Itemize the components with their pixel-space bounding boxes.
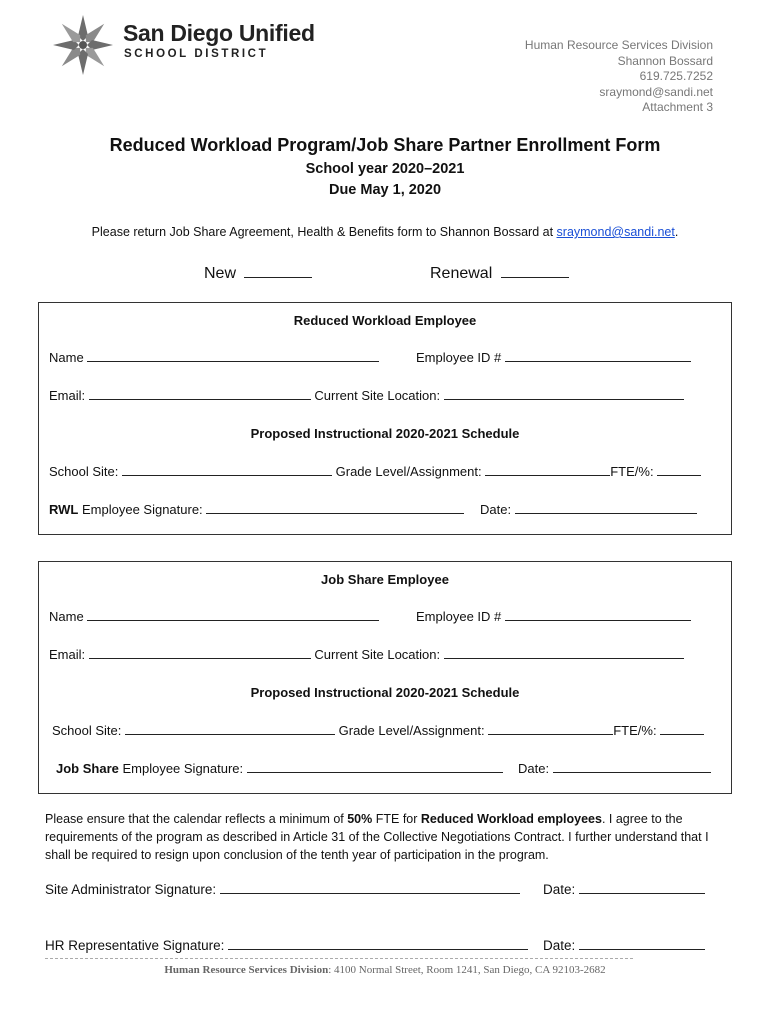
form-title: Reduced Workload Program/Job Share Partner Enrollment Form [109,135,661,155]
employee-id-label: Employee ID # [416,350,502,365]
agreement-text-1: Please ensure that the calendar reflects a minimum of [45,812,348,826]
email-label: Email: [49,647,86,662]
instructions [0,225,770,239]
site-admin-date-label: Date: [543,882,576,897]
schedule-heading: Proposed Instructional 2020-2021 Schedule [250,426,520,441]
name-field[interactable] [87,350,379,362]
contact-division: Human Resource Services Division [524,38,713,52]
instructions-end: . [674,225,679,239]
hr-signature-field[interactable] [228,937,528,950]
name-field[interactable] [87,609,379,621]
section-heading: Job Share Employee [321,572,449,587]
email-label: Email: [49,388,86,403]
site-location-label: Current Site Location: [314,647,441,662]
site-location-label: Current Site Location: [314,388,441,403]
name-row [49,350,379,365]
employee-id-label: Employee ID # [416,609,502,624]
hr-date-row [543,937,705,953]
agreement-bold-2: Reduced Workload employees [420,812,602,826]
employee-id-field[interactable] [505,609,691,621]
signature-bold-label: RWL [49,502,79,517]
renewal-label: Renewal [430,265,493,282]
email-field[interactable] [89,647,311,659]
site-location-field[interactable] [444,647,684,659]
employee-id-row [416,609,691,624]
contact-block [525,38,713,116]
reduced-workload-section [38,302,732,535]
grade-label: Grade Level/Assignment: [335,464,482,479]
school-site-row [49,464,701,479]
fte-label: FTE/%: [613,723,657,738]
hr-signature-row [45,937,528,953]
site-admin-date-row [543,881,705,897]
grade-label: Grade Level/Assignment: [338,723,485,738]
school-site-label: School Site: [52,723,122,738]
name-row [49,609,379,624]
footer-divider [45,958,633,959]
schedule-heading: Proposed Instructional 2020-2021 Schedule [250,685,520,700]
job-share-section [38,561,732,794]
renewal-blank[interactable] [501,266,569,278]
signature-row [49,502,464,517]
hr-date-label: Date: [543,938,576,953]
new-label: New [204,265,237,282]
email-row [49,647,684,662]
school-site-row [52,723,704,738]
footer [0,964,770,976]
site-admin-signature-field[interactable] [220,881,520,894]
due-date: Due May 1, 2020 [328,182,442,198]
section-heading: Reduced Workload Employee [293,313,477,328]
hr-date-field[interactable] [579,937,705,950]
hr-label: HR Representative Signature: [45,938,225,953]
signature-field[interactable] [247,761,503,773]
date-row [518,761,711,776]
brand-name: San Diego Unified [123,20,315,46]
school-site-field[interactable] [122,464,332,476]
site-admin-signature-row [45,881,520,897]
brand-subtitle: SCHOOL DISTRICT [124,48,269,60]
site-admin-label: Site Administrator Signature: [45,882,217,897]
grade-field[interactable] [485,464,610,476]
agreement-paragraph [45,810,735,864]
district-logo-icon [52,14,114,76]
date-label: Date: [518,761,550,776]
contact-name: Shannon Bossard [617,53,713,68]
new-option[interactable] [204,265,312,283]
email-field[interactable] [89,388,311,400]
renewal-option[interactable] [430,265,569,283]
signature-row [56,761,503,776]
site-location-field[interactable] [444,388,684,400]
new-blank[interactable] [244,266,312,278]
date-field[interactable] [515,502,697,514]
school-site-label: School Site: [49,464,119,479]
email-row [49,388,684,403]
grade-field[interactable] [488,723,613,735]
agreement-text-2: FTE for [372,812,421,826]
contact-email: sraymond@sandi.net [599,84,713,99]
name-label: Name [49,609,84,624]
school-site-field[interactable] [125,723,335,735]
date-row [480,502,697,517]
site-admin-date-field[interactable] [579,881,705,894]
date-field[interactable] [553,761,711,773]
date-label: Date: [480,502,512,517]
signature-label: Employee Signature: [118,761,244,776]
signature-field[interactable] [206,502,464,514]
instructions-email-link[interactable]: sraymond@sandi.net [556,225,675,239]
instructions-text: Please return Job Share Agreement, Health & Benefits form to Shannon Bossard at [91,225,557,239]
signature-bold-label: Job Share [56,761,119,776]
name-label: Name [49,350,84,365]
employee-id-row [416,350,691,365]
fte-field[interactable] [660,723,704,735]
contact-phone: 619.725.7252 [639,69,713,83]
footer-division: Human Resource Services Division [164,964,329,976]
footer-address: : 4100 Normal Street, Room 1241, San Diego, CA 92103-2682 [328,964,606,976]
fte-label: FTE/%: [610,464,654,479]
agreement-text-3: . I agree to the requirements of the program as described in Article 31 of the Collective Negotiations Contract. I further understand that I shall be required to resign upon conclusion of the tenth year of participation in the program. [45,812,709,862]
attachment-label: Attachment 3 [642,100,713,114]
agreement-bold-1: 50% [347,812,373,826]
fte-field[interactable] [657,464,701,476]
employee-id-field[interactable] [505,350,691,362]
signature-label: Employee Signature: [78,502,203,517]
school-year: School year 2020–2021 [305,161,465,177]
